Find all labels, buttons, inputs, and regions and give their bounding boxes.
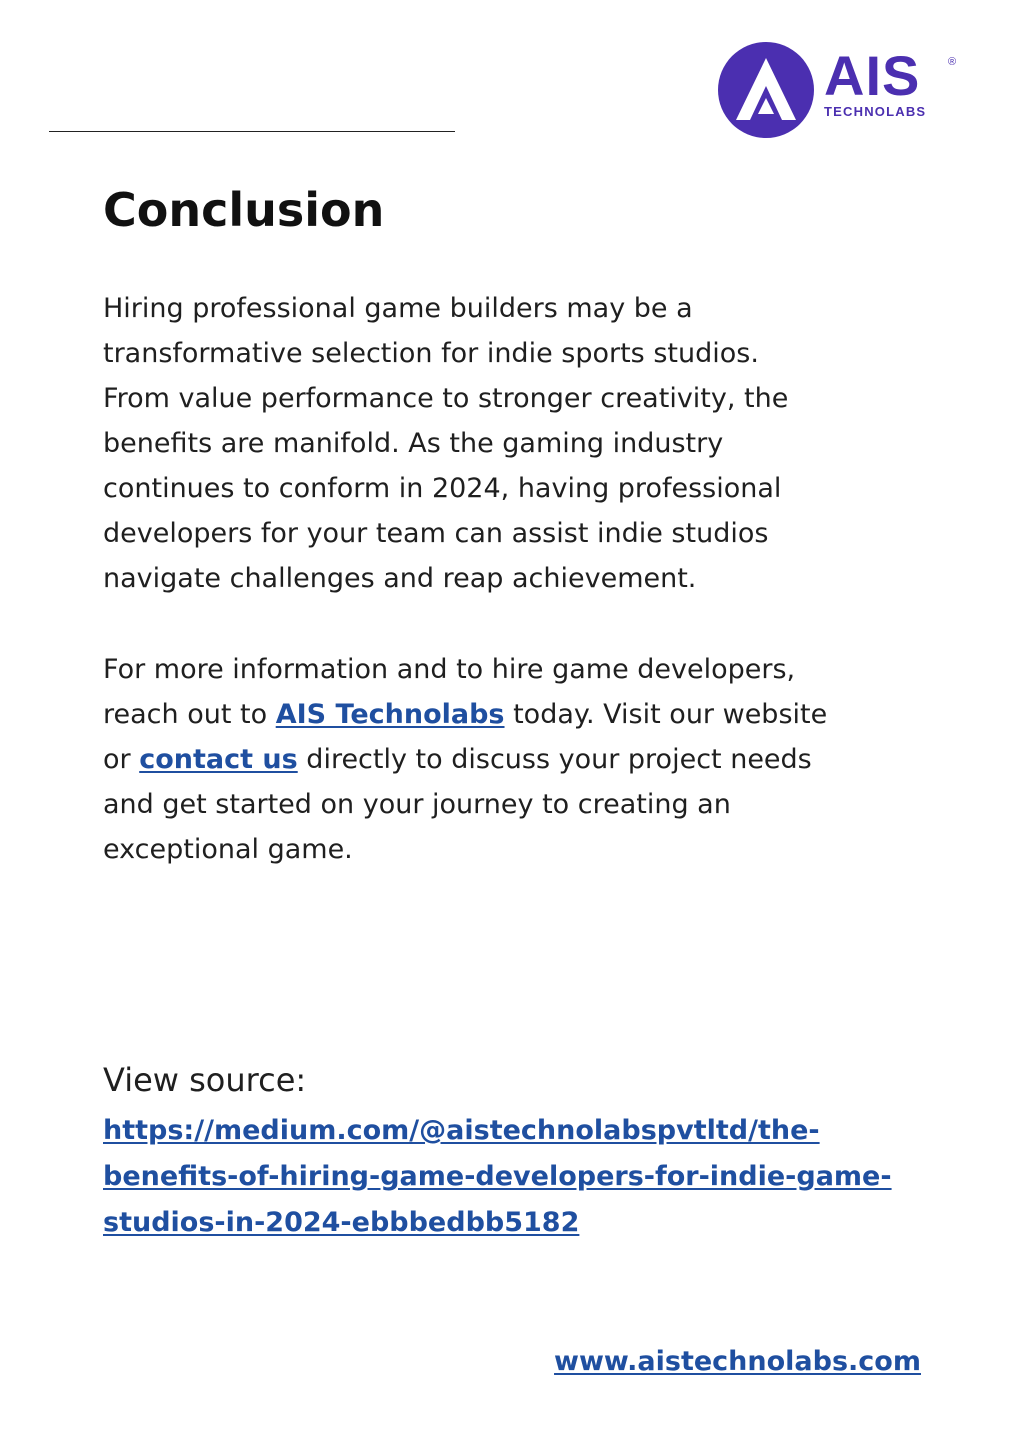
source-label: View source: xyxy=(103,1061,307,1099)
paragraph-line: transformative selection for indie sports studios. xyxy=(103,338,759,369)
text-segment: or xyxy=(103,744,140,775)
text-segment: directly to discuss your project needs xyxy=(297,744,812,775)
registered-mark: ® xyxy=(948,56,957,68)
paragraph-line: For more information and to hire game developers, xyxy=(103,654,796,685)
source-url-line: https://medium.com/@aistechnolabspvtltd/the- xyxy=(103,1115,820,1146)
logo-wordmark: AIS xyxy=(824,44,921,107)
paragraph-line xyxy=(103,692,943,737)
paragraph-line: exceptional game. xyxy=(103,834,353,865)
source-url-link[interactable] xyxy=(103,1108,892,1246)
paragraph-line: and get started on your journey to creating an xyxy=(103,789,731,820)
text-segment: today. Visit our website xyxy=(504,699,828,730)
ais-logo-icon xyxy=(716,40,816,140)
source-url-line: benefits-of-hiring-game-developers-for-indie-game- xyxy=(103,1161,892,1192)
ais-technolabs-link[interactable]: AIS Technolabs xyxy=(275,699,505,730)
page-title: Conclusion xyxy=(103,183,385,237)
paragraph-line: From value performance to stronger creativity, the xyxy=(103,383,789,414)
paragraph-line xyxy=(103,737,943,782)
paragraph-line: continues to conform in 2024, having professional xyxy=(103,473,782,504)
text-segment: reach out to xyxy=(103,699,276,730)
paragraph-line: Hiring professional game builders may be a xyxy=(103,293,693,324)
paragraph-line: developers for your team can assist indie studios xyxy=(103,518,769,549)
footer-website-link[interactable]: www.aistechnolabs.com xyxy=(554,1346,921,1377)
paragraph-line: benefits are manifold. As the gaming industry xyxy=(103,428,724,459)
ais-technolabs-logo xyxy=(716,40,966,140)
header-divider xyxy=(49,131,455,132)
logo-subtitle: TECHNOLABS xyxy=(824,104,927,119)
contact-us-link[interactable]: contact us xyxy=(139,744,298,775)
paragraph-line: navigate challenges and reap achievement. xyxy=(103,563,697,594)
source-url-line: studios-in-2024-ebbbedbb5182 xyxy=(103,1207,580,1238)
contact-paragraph xyxy=(103,647,943,872)
conclusion-paragraph xyxy=(103,286,943,601)
